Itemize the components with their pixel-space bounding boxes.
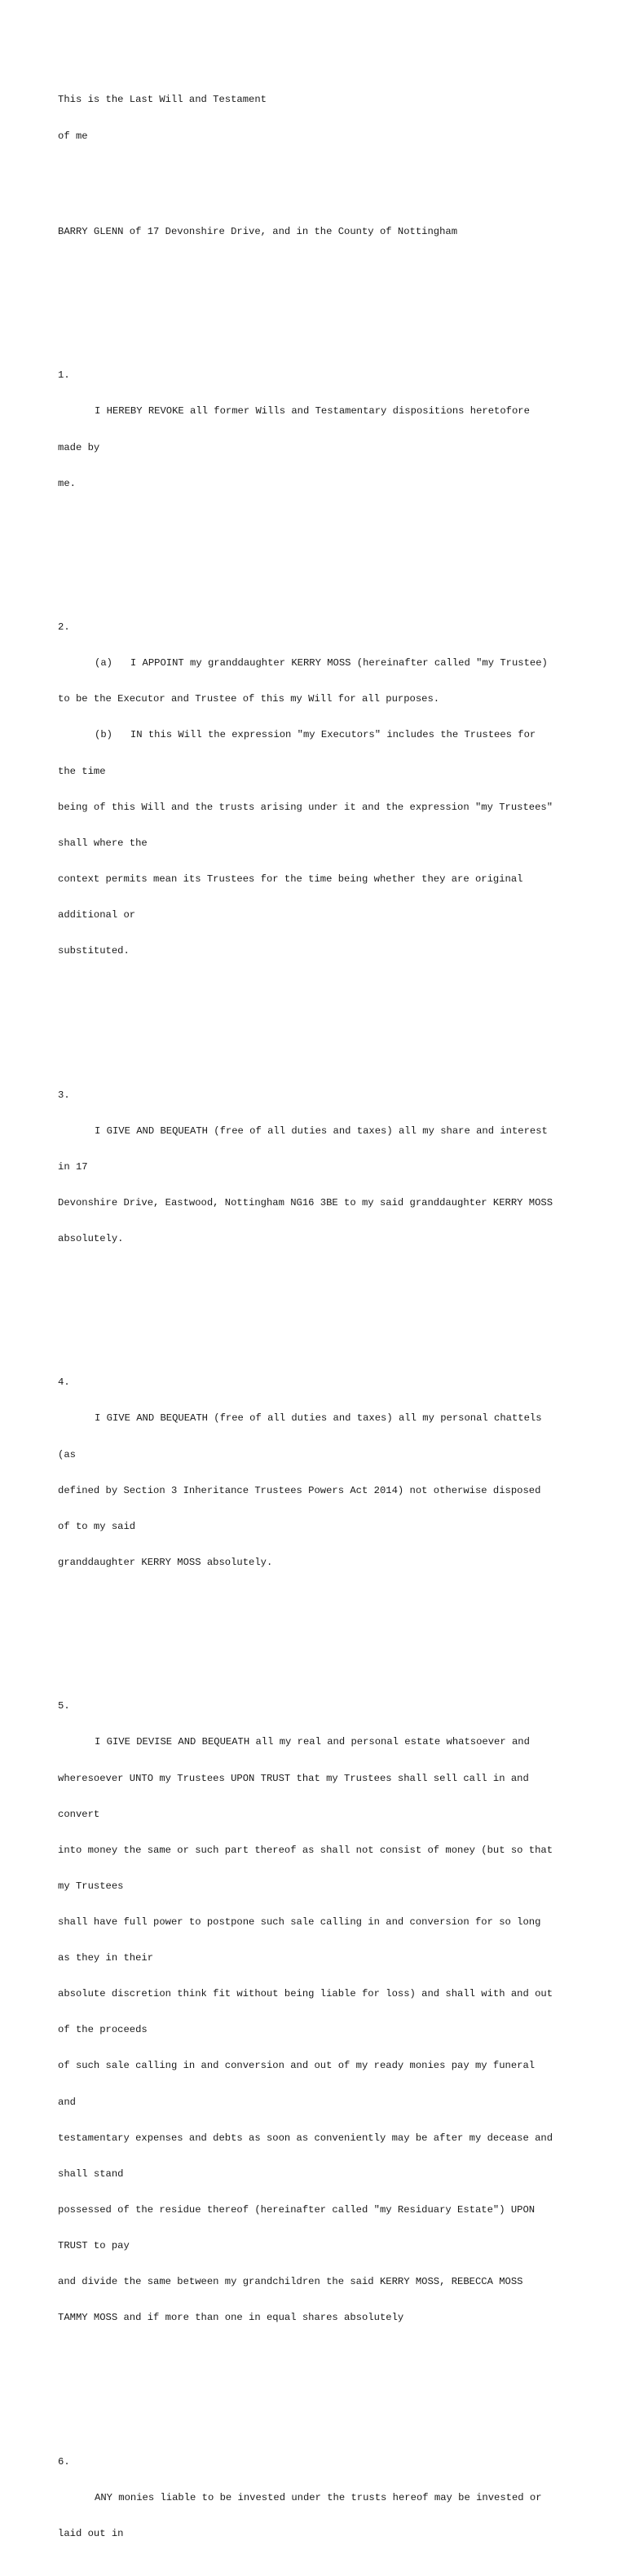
- clause-5: [58, 1677, 596, 2348]
- clause-1: [58, 346, 596, 514]
- clause-line: of the proceeds: [58, 2024, 148, 2036]
- clause-line: my Trustees: [58, 1880, 124, 1892]
- clause-line: I HEREBY REVOKE all former Wills and Testamentary dispositions heretofore: [95, 405, 530, 418]
- clause-number: 2.: [58, 621, 70, 634]
- testator-line: BARRY GLENN of 17 Devonshire Drive, and in the County of Nottingham: [58, 226, 458, 238]
- clause-line: testamentary expenses and debts as soon as conveniently may be after my decease and: [58, 2132, 553, 2144]
- clause-line: I GIVE DEVISE AND BEQUEATH all my real and personal estate whatsoever and: [95, 1736, 530, 1748]
- clause-line: to be the Executor and Trustee of this my Will for all purposes.: [58, 693, 440, 705]
- clause-number: 3.: [58, 1089, 70, 1101]
- clause-line: absolutely.: [58, 1232, 124, 1244]
- clause-line: I GIVE AND BEQUEATH (free of all duties and taxes) all my share and interest: [95, 1125, 548, 1137]
- clause-line: laid out in: [58, 2527, 124, 2539]
- clause-line: shall have full power to postpone such sale calling in and conversion for so long: [58, 1916, 541, 1928]
- clause-number: 6.: [58, 2455, 70, 2468]
- clause-number: 5.: [58, 1700, 70, 1712]
- clause-line: additional or: [58, 908, 136, 921]
- clause-line: of such sale calling in and conversion and out of my ready monies pay my funeral: [58, 2060, 536, 2072]
- clause-line: TRUST to pay: [58, 2239, 130, 2251]
- clause-line: possessed of the residue thereof (hereinafter called "my Residuary Estate") UPON: [58, 2203, 536, 2216]
- clause-3: [58, 1065, 596, 1269]
- clause-line: granddaughter KERRY MOSS absolutely.: [58, 1556, 273, 1568]
- clause-line: Devonshire Drive, Eastwood, Nottingham NG16 3BE to my said granddaughter KERRY MOSS: [58, 1196, 553, 1208]
- clause-4: [58, 1353, 596, 1593]
- clause-line: substituted.: [58, 945, 130, 957]
- clause-line: made by: [58, 441, 100, 453]
- title-line-2: of me: [58, 130, 88, 142]
- clause-line: of to my said: [58, 1520, 136, 1532]
- clause-line: absolute discretion think fit without being liable for loss) and shall with and out: [58, 1988, 553, 2000]
- will-document: [58, 70, 596, 2576]
- clause-line: the time: [58, 765, 106, 777]
- clause-line: as they in their: [58, 1952, 154, 1964]
- clause-line: ANY monies liable to be invested under the trusts hereof may be invested or: [95, 2491, 542, 2503]
- clause-number: 1.: [58, 369, 70, 382]
- clause-2: [58, 598, 596, 982]
- clause-line: context permits mean its Trustees for the time being whether they are original: [58, 873, 523, 885]
- clause-line: TAMMY MOSS and if more than one in equal shares absolutely: [58, 2312, 404, 2324]
- clause-line: and divide the same between my grandchildren the said KERRY MOSS, REBECCA MOSS: [58, 2276, 523, 2288]
- clause-line: in 17: [58, 1160, 88, 1173]
- clause-line: defined by Section 3 Inheritance Trustees Powers Act 2014) not otherwise disposed: [58, 1484, 541, 1496]
- clause-line: (as: [58, 1448, 76, 1460]
- clause-line: shall where the: [58, 837, 148, 849]
- clause-line: and: [58, 2096, 76, 2108]
- clause-line: (a) I APPOINT my granddaughter KERRY MOSS (hereinafter called "my Trustee): [95, 657, 548, 669]
- title-line-1: This is the Last Will and Testament: [58, 94, 267, 106]
- clause-number: 4.: [58, 1376, 70, 1389]
- clause-line: (b) IN this Will the expression "my Executors" includes the Trustees for: [95, 729, 536, 741]
- clause-line: convert: [58, 1808, 100, 1820]
- clause-6: [58, 2432, 596, 2564]
- clause-line: into money the same or such part thereof as shall not consist of money (but so that: [58, 1844, 553, 1856]
- clause-line: being of this Will and the trusts arising under it and the expression "my Trustees": [58, 801, 553, 813]
- clause-line: I GIVE AND BEQUEATH (free of all duties and taxes) all my personal chattels: [95, 1412, 542, 1425]
- clause-line: wheresoever UNTO my Trustees UPON TRUST that my Trustees shall sell call in and: [58, 1772, 529, 1784]
- clause-line: shall stand: [58, 2167, 124, 2180]
- clause-line: me.: [58, 477, 76, 489]
